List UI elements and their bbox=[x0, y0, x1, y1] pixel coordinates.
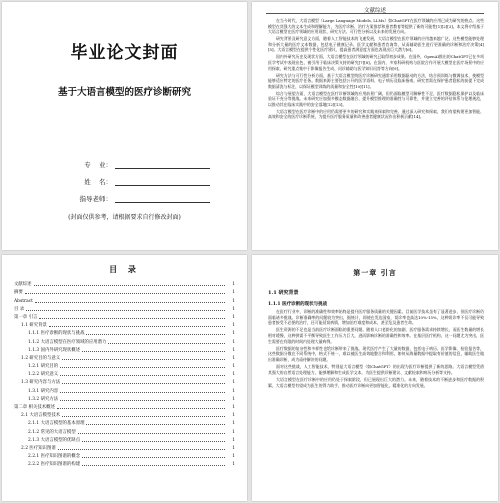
subsection-heading: 1.1.1 医疗诊断的现状与挑战 bbox=[268, 302, 328, 307]
toc-entry-page: 1 bbox=[232, 347, 235, 353]
toc-entry-page: 1 bbox=[232, 364, 235, 370]
toc-leader-dots bbox=[82, 351, 225, 352]
toc-entry[interactable] bbox=[14, 295, 235, 303]
cover-page bbox=[2, 2, 247, 250]
toc-entry-page: 1 bbox=[232, 314, 235, 320]
toc-entry-page: 1 bbox=[232, 290, 235, 296]
thesis-title: 基于大语言模型的医疗诊断研究 bbox=[57, 87, 191, 98]
toc-leader-dots bbox=[62, 416, 225, 417]
toc-entry-page: 1 bbox=[232, 429, 235, 435]
toc-page bbox=[2, 255, 247, 501]
paragraph: 综合与展望方面，大语言模型在医疗诊断领域的应用前景广阔，但仍面临模型可解释性不足、医疗数据隐私保护以及临床验证不充分等挑战。未来研究应加强多模态数据融合、提升模型推理的准确性与可靠性，并建立完善的评估体系与伦理规范，以推动其在临床实践中的安全落地[12][13]。 bbox=[268, 90, 484, 107]
toc-entry-page: 1 bbox=[232, 323, 235, 329]
toc-entry[interactable] bbox=[14, 426, 235, 434]
toc-entry-text: 第二章 相关技术概述 bbox=[14, 405, 55, 410]
header-rule bbox=[266, 13, 484, 14]
toc-entry-text: 文献综述 bbox=[14, 282, 32, 288]
cover-title: 毕业论文封面 bbox=[70, 43, 179, 63]
toc-entry[interactable] bbox=[14, 418, 235, 426]
chapter-title: 第一章 引言 bbox=[353, 268, 397, 277]
toc-entry[interactable] bbox=[14, 320, 235, 328]
toc-leader-dots bbox=[62, 359, 225, 360]
chapter-page bbox=[252, 255, 498, 501]
paragraph: 研究背景及研究意义方面，随着人工智能技术的飞速发展，大语言模型在医疗领域的应用越来越广泛。这些模型能够处理和分析大量的医疗文本数据，包括电子健康记录、医学文献和患者咨询等，从而辅助医生进行更准确的诊断和治疗决策[4][5]。大语言模型在提供个性化医疗建议、提高患者满意度方面也表现出巨大潜力[6]。 bbox=[268, 36, 484, 53]
toc-leader-dots bbox=[62, 383, 225, 384]
toc-entry-page: 1 bbox=[232, 454, 235, 460]
toc-entry-page: 1 bbox=[232, 331, 235, 337]
toc-entry-page: 1 bbox=[232, 380, 235, 386]
toc-leader-dots bbox=[60, 392, 225, 393]
toc-leader-dots bbox=[86, 334, 225, 335]
name-line bbox=[115, 177, 210, 186]
toc-entry[interactable] bbox=[14, 377, 235, 385]
toc-list bbox=[14, 279, 235, 467]
toc-leader-dots bbox=[35, 302, 225, 303]
paragraph: 大语言模型在医疗诊断中的应用仍处于探索阶段，但已展现出巨大的潜力。未来，随着技术的不断进步和医疗数据的积累，大语言模型有望成为医生的得力助手，推动医疗诊断向更加智能化、精准化的方向发展。 bbox=[268, 376, 484, 388]
name-field[interactable] bbox=[60, 169, 210, 186]
section-heading: 1.1 研究背景 bbox=[268, 290, 299, 296]
toc-entry[interactable] bbox=[14, 402, 235, 410]
toc-entry[interactable] bbox=[14, 443, 235, 451]
toc-entry-page: 1 bbox=[232, 372, 235, 378]
page-header: 文献综述 bbox=[363, 8, 386, 14]
toc-entry-text: 1.2.1 研究目的 bbox=[28, 364, 59, 370]
toc-entry-text: 2.2 医疗知识图谱 bbox=[21, 445, 56, 451]
name-label: 姓 名： bbox=[84, 178, 112, 186]
toc-entry-page: 1 bbox=[232, 413, 235, 419]
toc-entry[interactable] bbox=[14, 336, 235, 344]
toc-leader-dots bbox=[60, 375, 225, 376]
toc-title: 目 录 bbox=[109, 264, 140, 274]
toc-entry[interactable] bbox=[14, 345, 235, 353]
paragraph: 医生资源的不足也是当前医疗诊断面临的重要问题。随着人口老龄化的加剧，医疗服务需求持续增长，而医生数量的增长相对缓慢，这种供需不平衡导致医生工作压力巨大，进而影响诊断的准确性和效率。在基层医疗机构，这一问题尤为突出，医生需要在有限的时间内处理大量病例。 bbox=[268, 327, 484, 344]
toc-leader-dots bbox=[57, 408, 225, 409]
paragraph: 研究方法与可行性分析方面，基于大语言模型的医疗诊断研究通常采用数据驱动的方法，结合预训练与微调技术，使模型能够适应特定的医疗任务。数据来源主要包括公开的医学语料、电子病历及临床指南，研究者需在保护患者隐私的前提下完成数据清洗与标注，以保证模型训练的质量和安全性[10][11]。 bbox=[268, 72, 484, 89]
toc-entry[interactable] bbox=[14, 353, 235, 361]
toc-entry-page: 1 bbox=[232, 405, 235, 410]
toc-entry[interactable] bbox=[14, 279, 235, 287]
toc-entry-text: 1.1.1 医疗诊断的现状与挑战 bbox=[28, 331, 85, 337]
chapter-body bbox=[268, 289, 484, 390]
toc-entry-text: 2.1.3 大语言模型的优缺点 bbox=[28, 437, 81, 443]
toc-entry[interactable] bbox=[14, 451, 235, 459]
toc-entry[interactable] bbox=[14, 385, 235, 393]
toc-leader-dots bbox=[39, 318, 225, 319]
advisor-label: 指导老师： bbox=[79, 195, 112, 203]
toc-entry-page: 1 bbox=[232, 282, 235, 288]
toc-entry-text: 1.1 研究背景 bbox=[21, 323, 47, 329]
toc-leader-dots bbox=[58, 449, 225, 450]
paragraph: 国内外研究历史及现状方面，大语言模型在医疗领域的研究已取得初步成果。在国外，OpenAI推出的ChatGPT已在多项医学考试中表现出色，被引用于临床决策支持的研究[7][8]。在国内，多家科研机构与医院合作开展大模型在医疗场景中的应用探索，研究重点集中于影像报告生成、问诊辅助与医学知识问答等方向[9]。 bbox=[268, 54, 484, 71]
toc-entry-page: 1 bbox=[232, 306, 235, 312]
major-field[interactable] bbox=[60, 152, 210, 169]
toc-entry-text: 1.1.3 国内外研究现状概述 bbox=[28, 347, 81, 353]
toc-entry-text: 1.1.2 大语言模型在医疗领域的应用潜力 bbox=[28, 339, 107, 345]
toc-entry-text: 2.1 大语言模型技术 bbox=[21, 413, 61, 419]
toc-entry[interactable] bbox=[14, 304, 235, 312]
paragraph: 在当今时代，大语言模型（Large Language Models, LLMs）如ChatGPT在医疗领域的应用已成为研究的热点。这些模型在其强大的文本生成和理解能力，为医疗诊断、治疗方案推荐和患者教育等提供了新的可能性[1][2][3]。本文将介绍基于大语言模型在医疗领域的应用现状、研究方法、可行性分析以及未来的发展方向。 bbox=[268, 18, 484, 35]
toc-leader-dots bbox=[108, 343, 225, 344]
toc-entry-page: 1 bbox=[232, 388, 235, 394]
toc-entry-text: 1.3.2 研究方法 bbox=[28, 396, 59, 402]
toc-leader-dots bbox=[25, 293, 225, 294]
cover-fields bbox=[60, 152, 210, 203]
toc-entry-text: 第一章 引言 bbox=[14, 314, 38, 320]
major-label: 专 业： bbox=[84, 161, 112, 169]
toc-entry[interactable] bbox=[14, 312, 235, 320]
toc-entry-page: 1 bbox=[232, 437, 235, 443]
paragraph: 面对这些挑战，人工智能技术，特别是大语言模型（如ChatGPT）的出现为医疗诊断提供了新的思路。大语言模型凭借其强大的自然语言处理能力，能够理解和生成医学文本，为医生提供诊断建议、文献检索和病历分析等支持。 bbox=[268, 364, 484, 375]
cover-note: (封面仅供参考，请根据要求自行修改封面) bbox=[68, 214, 181, 221]
toc-entry-text: 2.2.1 医疗知识图谱的概念 bbox=[28, 454, 81, 460]
toc-entry-page: 1 bbox=[232, 339, 235, 345]
paragraph: 大语言模型在医疗诊断中的应用仍需要更多的研究和实践来探索和完善。通过深入研究和探索，我们有望构建更加智能、高效和安全的医疗诊断系统，为提升医疗服务质量和改善患者健康状况作出积极贡献[14]。 bbox=[268, 108, 484, 120]
paragraph: 在医疗行业中，诊断的准确性和效率始终是提升医疗服务质量的关键因素。目前医学技术虽有了显著进步，但医疗诊断仍面临诸多挑战。诊断准确率的问题较为突出，据统计，即使在发达国家，误诊率也高达10%-15%，这种误诊率不仅可能导致患者接受不必要的治疗，还可能延误病情，增加治疗难度和成本，甚至危及患者生命。 bbox=[268, 309, 484, 326]
toc-entry-page: 1 bbox=[232, 445, 235, 451]
literature-review-page bbox=[252, 2, 498, 250]
toc-leader-dots bbox=[26, 310, 225, 311]
toc-leader-dots bbox=[34, 285, 225, 286]
toc-entry-text: 目 录 bbox=[14, 306, 25, 312]
toc-entry[interactable] bbox=[14, 435, 235, 443]
toc-entry-text: 1.3.1 研究内容 bbox=[28, 388, 59, 394]
toc-leader-dots bbox=[60, 367, 225, 368]
toc-entry-text: Abstract bbox=[14, 298, 33, 304]
toc-entry-page: 1 bbox=[232, 421, 235, 427]
toc-entry[interactable] bbox=[14, 410, 235, 418]
toc-entry-text: 摘要 bbox=[14, 290, 23, 296]
advisor-line bbox=[115, 194, 210, 203]
toc-entry[interactable] bbox=[14, 369, 235, 377]
toc-leader-dots bbox=[82, 457, 225, 458]
toc-leader-dots bbox=[82, 441, 225, 442]
toc-entry[interactable] bbox=[14, 287, 235, 295]
toc-entry[interactable] bbox=[14, 361, 235, 369]
toc-leader-dots bbox=[86, 424, 225, 425]
literature-body bbox=[268, 18, 484, 121]
toc-entry-page: 1 bbox=[232, 355, 235, 361]
toc-leader-dots bbox=[49, 326, 225, 327]
toc-entry[interactable] bbox=[14, 394, 235, 402]
paragraph: 医疗数据的复杂性和多样性也给诊断带来了挑战。现代医疗产生了大量的数据，包括电子病历、医学影像、检验报告等，这些数据分散在不同系统中，格式不统一，难以被医生高效地整合和利用。如何从海量数据中提取有价值的信息，辅助医生做出准确诊断，成为亟待解决的问题。 bbox=[268, 345, 484, 362]
toc-entry-text: 1.2.2 研究意义 bbox=[28, 372, 59, 378]
toc-entry-text: 2.1.2 常见的大语言模型 bbox=[28, 429, 76, 435]
toc-entry-text: 2.2.2 医疗知识图谱的构建 bbox=[28, 462, 81, 468]
toc-leader-dots bbox=[82, 465, 225, 466]
toc-entry-page: 1 bbox=[232, 396, 235, 402]
toc-entry-text: 2.1.1 大语言模型的基本原理 bbox=[28, 421, 85, 427]
toc-entry-text: 1.3 研究内容与方法 bbox=[21, 380, 61, 386]
major-line bbox=[115, 160, 210, 169]
toc-entry-page: 1 bbox=[232, 298, 235, 304]
toc-entry-text: 1.2 研究目的与意义 bbox=[21, 355, 61, 361]
toc-leader-dots bbox=[78, 433, 225, 434]
advisor-field[interactable] bbox=[60, 186, 210, 203]
toc-entry-page: 1 bbox=[232, 462, 235, 468]
toc-entry[interactable] bbox=[14, 459, 235, 467]
toc-entry[interactable] bbox=[14, 328, 235, 336]
toc-leader-dots bbox=[60, 400, 225, 401]
